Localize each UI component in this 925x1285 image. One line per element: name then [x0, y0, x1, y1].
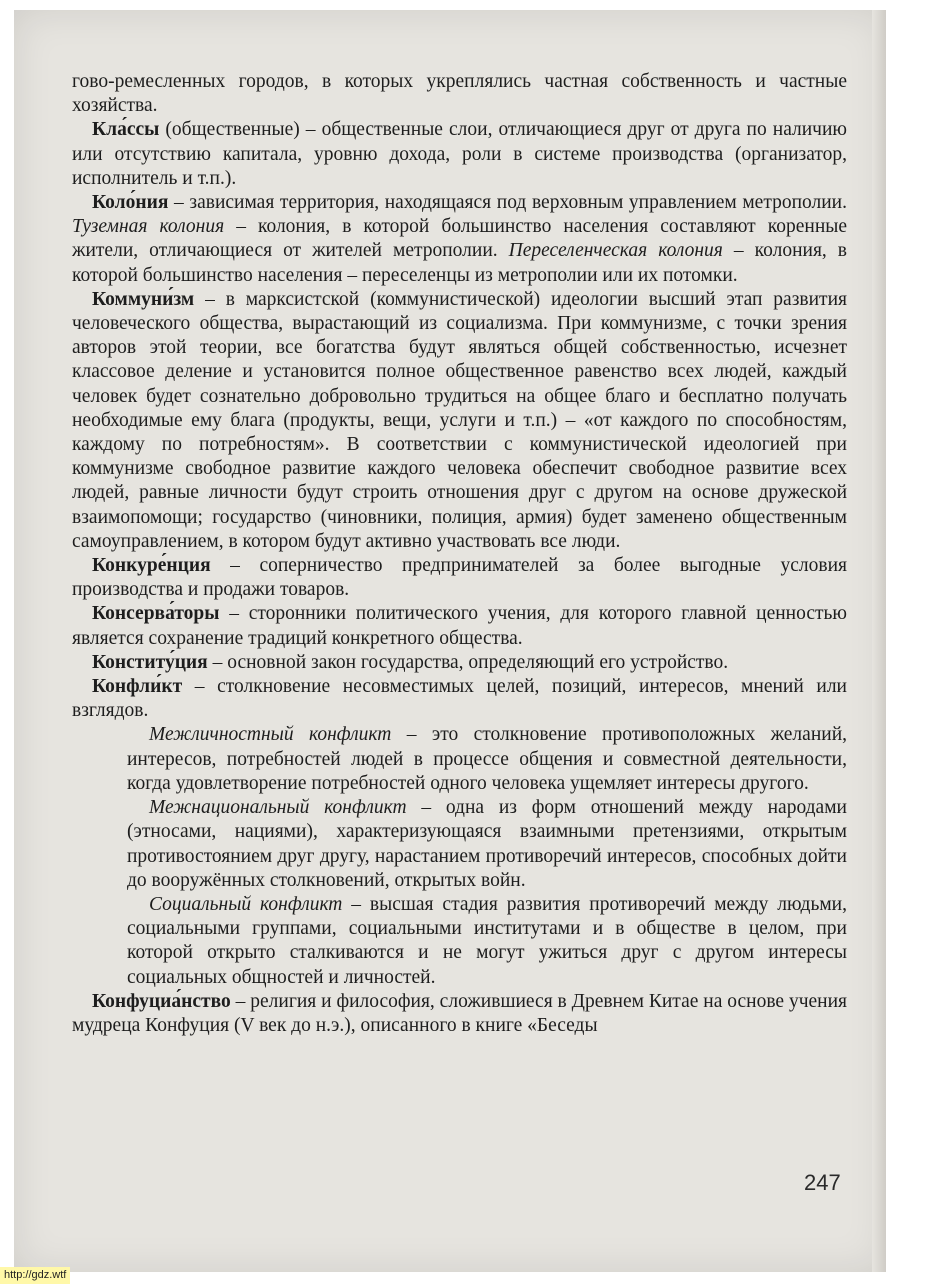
paragraph-continuation [72, 70, 847, 118]
entry-definition: – высшая стадия развития противоречий между людьми, социальными группами, социальными институтами и в обществе в целом, при которой открыто сталкиваются и не могут ужиться друг с другом интересы социальных общностей и личностей. [127, 893, 847, 988]
entry-definition: – одна из форм отношений между народами (этносами, нациями), характеризующаяся взаимными претензиями, открытым противостоянием друг другу, нарастанием противоречий интересов, способных дойти до вооружённых столкновений, открытых войн. [127, 797, 847, 891]
entry-constitution [72, 651, 847, 675]
glossary-text [72, 70, 847, 1038]
subterm-italic: Переселенческая колония [508, 240, 723, 262]
entry-confucianism [72, 990, 847, 1038]
page-edge-shadow [872, 10, 886, 1272]
entry-definition: – в марксистской (коммунистической) идеологии высший этап развития человеческого общества, вырастающий из социализма. При коммунизме, с точки зрения авторов этой теории, все богатства будут являться общей собственностью, исчезнет классовое деление и установится полное общественное равенство всех людей, каждый человек будет сознательно добровольно трудиться на общее благо и бесплатно получать необходимые ему блага (продукты, вещи, услуги и т.п.) – «от каждого по способностям, каждому по потребностям». В соответствии с коммунистической идеологией при коммунизме свободное развитие каждого человека обеспечит свободное развитие всех людей, равные личности будут строить отношения друг с другом на основе дружеской взаимопомощи; государство (чиновники, полиция, армия) будет заменено общественным самоуправлением, в котором будут активно участвовать все люди. [72, 288, 847, 552]
entry-competition [72, 554, 847, 602]
entry-definition: – колония, в которой большинство населения составляют коренные жители, отличающиеся от жителей метрополии. [72, 216, 848, 262]
entry-definition: – сторонники политического учения, для которого главной ценностью является сохранение традиций конкретного общества. [72, 603, 847, 649]
book-page [14, 10, 886, 1272]
entry-definition: – религия и философия, сложившиеся в Древнем Китае на основе учения мудреца Конфуция (V век до н.э.), описанного в книге «Беседы [72, 990, 847, 1036]
page-number: 247 [804, 1170, 841, 1195]
entry-colony [72, 191, 847, 288]
entry-definition: – столкновение несовместимых целей, позиций, интересов, мнений или взглядов. [72, 676, 847, 722]
paragraph-text: гово-ремесленных городов, в которых укреплялись частная собственность и частные хозяйства. [72, 71, 847, 117]
entry-classes [72, 118, 847, 191]
entry-term: Конфли́кт [92, 676, 183, 698]
subterm-italic: Межнациональный конфликт [149, 797, 407, 819]
entry-definition: – колония, в которой большинство населения – переселенцы из метрополии или их потомки. [72, 240, 847, 286]
entry-term: Кла́ссы [92, 119, 160, 141]
subentry-interethnic-conflict [127, 796, 847, 893]
subentry-social-conflict [127, 893, 847, 990]
subterm-italic: Туземная колония [72, 216, 225, 238]
subentry-interpersonal-conflict [127, 723, 847, 796]
subterm-italic: Социальный конфликт [149, 893, 343, 915]
entry-conflict [72, 675, 847, 723]
entry-definition: – зависимая территория, находящаяся под верховным управлением метрополии. [168, 192, 847, 214]
entry-conservatives [72, 602, 847, 650]
entry-definition: (общественные) – общественные слои, отличающиеся друг от друга по наличию или отсутствию капитала, уровню дохода, роли в системе производства (организатор, исполнитель и т.п.). [72, 119, 847, 189]
entry-term: Конфуциа́нство [92, 990, 231, 1012]
entry-term: Коло́ния [92, 192, 169, 214]
entry-term: Конститу́ция [92, 651, 208, 673]
entry-term: Консерва́торы [92, 603, 220, 625]
entry-definition: – соперничество предпринимателей за более выгодные условия производства и продажи товаров. [72, 555, 847, 601]
entry-definition: – это столкновение противоположных желаний, интересов, потребностей людей в процессе общения и совместной деятельности, когда удовлетворение потребностей одного человека ущемляет интересы другого. [127, 724, 848, 794]
entry-communism [72, 288, 847, 554]
entry-definition: – основной закон государства, определяющий его устройство. [207, 651, 729, 673]
subterm-italic: Межличностный конфликт [149, 724, 392, 746]
watermark-link[interactable]: http://gdz.wtf [0, 1267, 70, 1284]
entry-term: Конкуре́нция [92, 555, 211, 577]
entry-term: Коммуни́зм [92, 288, 195, 310]
